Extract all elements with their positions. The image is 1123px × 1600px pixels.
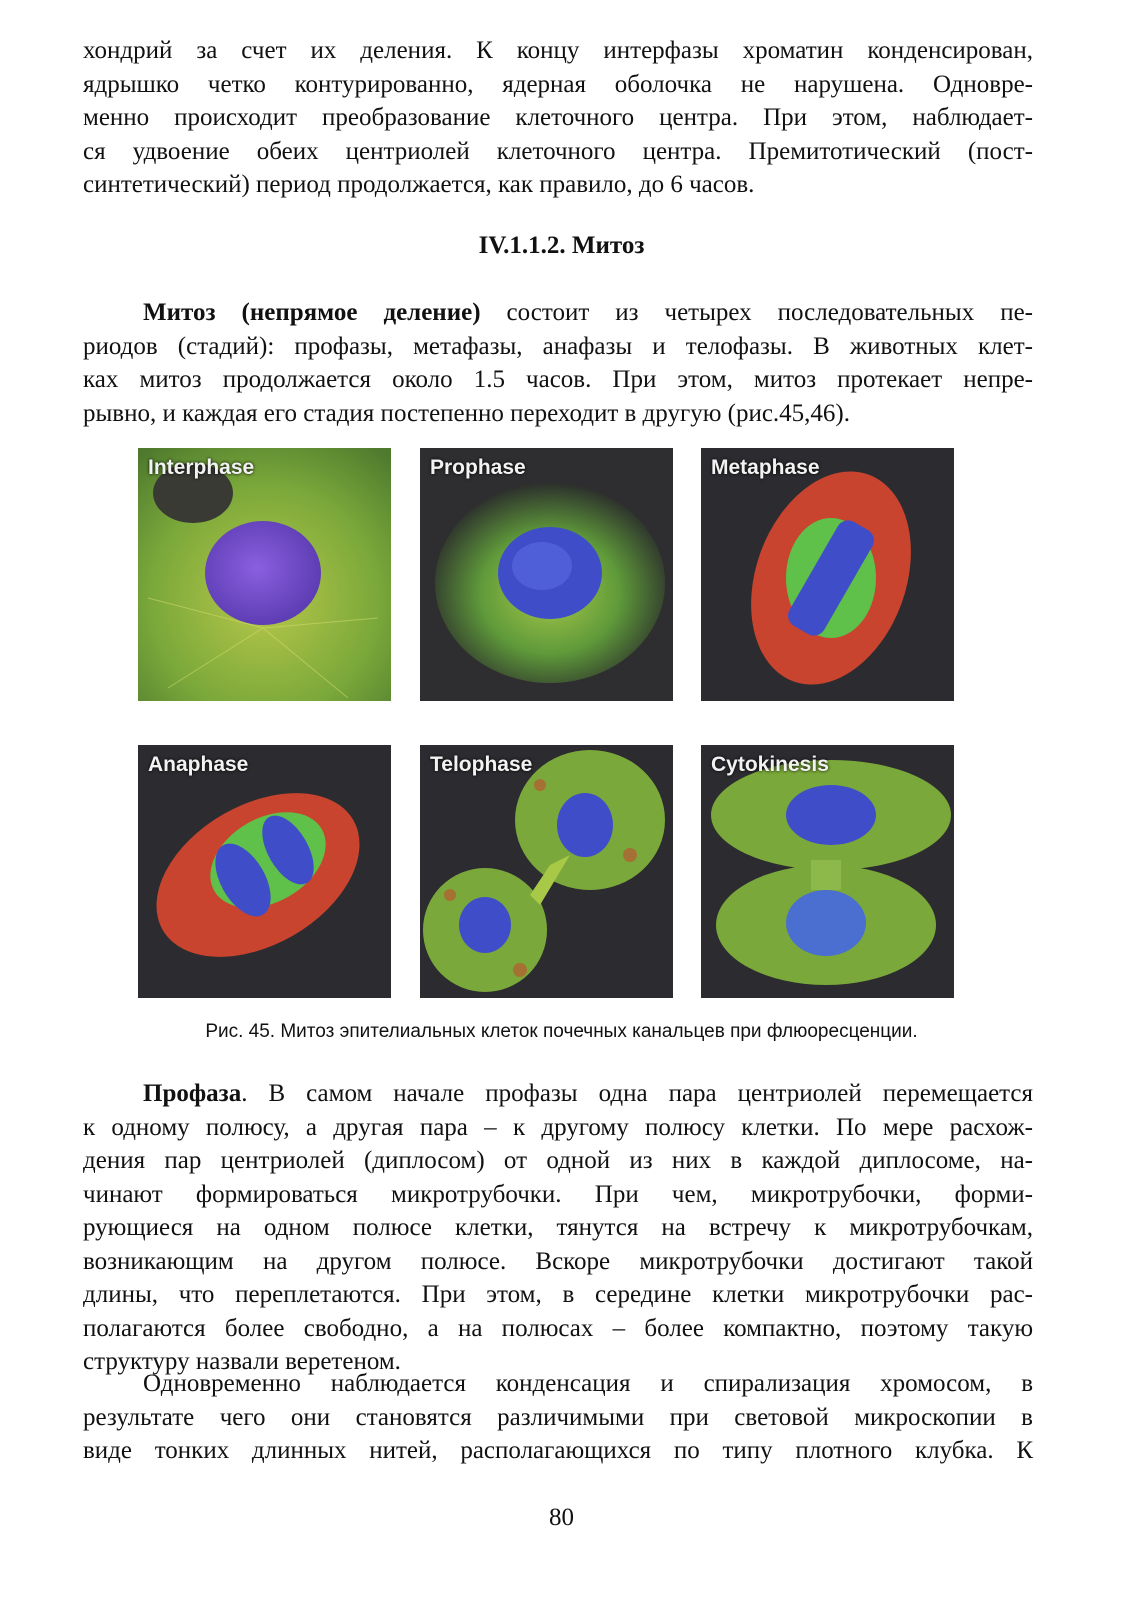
micrograph-metaphase	[701, 448, 954, 701]
panel-label: Anaphase	[148, 753, 249, 776]
bold-term: Профаза	[143, 1080, 242, 1107]
section-heading: IV.1.1.2. Митоз	[478, 232, 645, 259]
mitosis-figure	[138, 448, 968, 1008]
text-line: ках митоз продолжается около 1.5 часов. При этом, митоз протекает непре-	[83, 366, 1033, 393]
text-line: рывно, и каждая его стадия постепенно переходит в другую (рис.45,46).	[83, 399, 851, 427]
text-line: рующиеся на одном полюсе клетки, тянутся на встречу к микротрубочкам,	[83, 1214, 1033, 1241]
panel-label: Telophase	[430, 753, 533, 776]
text-line: хондрий за счет их деления. К концу интерфазы хроматин конденсирован,	[83, 37, 1033, 64]
text-line: ся удвоение обеих центриолей клеточного центра. Премитотический (пост-	[83, 137, 1033, 165]
text-line: риодов (стадий): профазы, метафазы, анафазы и телофазы. В животных клет-	[83, 332, 1033, 360]
paragraph-mitosis	[83, 296, 1033, 430]
text-line: чинают формироваться микротрубочки. При чем, микротрубочки, форми-	[83, 1180, 1033, 1208]
micrograph-telophase	[420, 745, 673, 998]
panel-telophase	[420, 745, 673, 998]
panel-cytokinesis	[701, 745, 954, 998]
text-line: структуру назвали веретеном.	[83, 1348, 401, 1375]
text-line: возникающим на другом полюсе. Вскоре микротрубочки достигают такой	[83, 1247, 1033, 1275]
panel-prophase	[420, 448, 673, 701]
micrograph-anaphase	[138, 745, 391, 998]
panel-label: Metaphase	[711, 456, 820, 479]
text-line: менно происходит преобразование клеточного центра. При этом, наблюдает-	[83, 104, 1033, 131]
text-line: синтетический) период продолжается, как правило, до 6 часов.	[83, 171, 755, 198]
figure-caption: Рис. 45. Митоз эпителиальных клеток почечных канальцев при флюоресценции.	[205, 1021, 918, 1042]
text-line: Одновременно наблюдается конденсация и спирализация хромосом, в	[143, 1370, 1033, 1397]
text-line: результате чего они становятся различимыми при световой микроскопии в	[83, 1403, 1033, 1431]
panel-anaphase	[138, 745, 391, 998]
text-line: полагаются более свободно, а на полюсах – более компактно, поэтому такую	[83, 1314, 1033, 1342]
text-line	[83, 1077, 1033, 1111]
panel-label: Interphase	[148, 456, 255, 479]
text-span: . В самом начале профазы одна пара центриолей перемещается	[241, 1080, 1033, 1107]
page-number: 80	[549, 1504, 574, 1531]
micrograph-interphase	[138, 448, 391, 701]
text-line: ядрышко четко контурированно, ядерная оболочка не нарушена. Одновре-	[83, 70, 1033, 98]
text-line	[83, 296, 1033, 330]
text-line: к одному полюсу, а другая пара – к другому полюсу клетки. По мере расхож-	[83, 1113, 1033, 1141]
text-line: длины, что переплетаются. При этом, в середине клетки микротрубочки рас-	[83, 1281, 1033, 1308]
text-line: виде тонких длинных нитей, располагающихся по типу плотного клубка. К	[83, 1437, 1033, 1464]
micrograph-prophase	[420, 448, 673, 701]
paragraph-interphase-end	[83, 34, 1033, 202]
micrograph-cytokinesis	[701, 745, 954, 998]
panel-label: Prophase	[430, 456, 526, 479]
panel-label: Cytokinesis	[711, 753, 829, 776]
paragraph-prophase	[83, 1077, 1033, 1379]
paragraph-condensation	[83, 1367, 1033, 1468]
text-span: состоит из четырех последовательных пе-	[480, 299, 1033, 326]
panel-interphase	[138, 448, 391, 701]
panel-metaphase	[701, 448, 954, 701]
text-line: дения пар центриолей (диплосом) от одной из них в каждой диплосоме, на-	[83, 1147, 1033, 1174]
bold-term: Митоз (непрямое деление)	[143, 299, 481, 326]
